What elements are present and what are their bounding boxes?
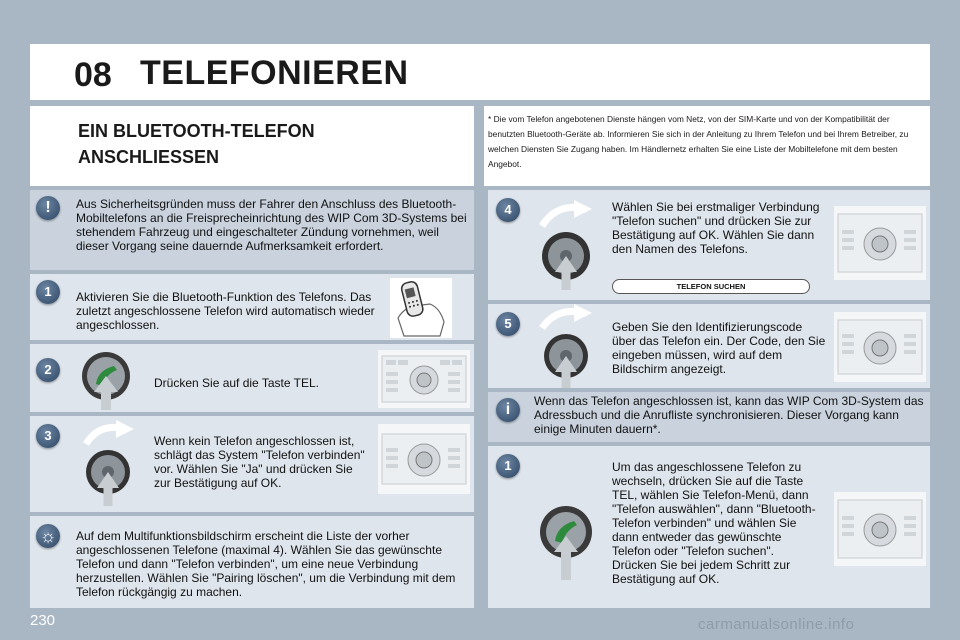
radio-panel-icon xyxy=(834,312,926,382)
radio-panel-image xyxy=(378,350,470,408)
step-4-badge: 4 xyxy=(496,198,520,222)
section-title-line2: ANSCHLIESSEN xyxy=(78,147,220,167)
chapter-title: TELEFONIEREN xyxy=(140,54,409,92)
rotary-knob-icon xyxy=(532,200,602,290)
switch-step-text: Um das angeschlossene Telefon zu wechseln, drücken Sie auf die Taste TEL, wählen Sie Telefon-Menü, dann "Telefon auswählen", dann "Bluetooth-Telefon verbinden" und wählen Sie dann entweder das gewünschte Telefon oder "Telefon suchen". Drücken Sie bei jedem Schritt zur Bestätigung auf OK. xyxy=(612,460,816,586)
chapter-number: 08 xyxy=(74,56,112,94)
radio-panel-icon xyxy=(378,350,470,408)
radio-panel-image-2 xyxy=(378,424,470,494)
step-5-text: Geben Sie den Identifizierungscode über das Telefon ein. Der Code, den Sie eingeben müssen, wird auf dem Bildschirm angezeigt. xyxy=(612,320,826,376)
radio-panel-icon xyxy=(378,424,470,494)
step-3-text: Wenn kein Telefon angeschlossen ist, schlägt das System "Telefon verbinden" vor. Wählen Sie "Ja" und drücken Sie zur Bestätigung auf OK. xyxy=(154,434,365,490)
radio-panel-image-4 xyxy=(834,312,926,382)
section-title xyxy=(78,118,408,170)
radio-panel-image-3 xyxy=(834,206,926,280)
phone-hand-icon xyxy=(390,278,452,338)
step-4-text: Wählen Sie bei erstmaliger Verbindung "Telefon suchen" und drücken Sie zur Bestätigung auf OK. Wählen Sie dann den Namen des Telefons. xyxy=(612,200,820,256)
warning-text: Aus Sicherheitsgründen muss der Fahrer den Anschluss des Bluetooth-Mobiltelefons an die Freisprecheinrichtung des WIP Com 3D-Systems bei stehendem Fahrzeug und eingeschalteter Zündung vornehmen, weil dieser Vorgang seine dauernde Aufmerksamkeit erfordert. xyxy=(76,197,467,253)
info-text: Wenn das Telefon angeschlossen ist, kann das WIP Com 3D-System das Adressbuch und die Anrufliste synchronisieren. Dieser Vorgang kann einige Minuten dauern*. xyxy=(534,394,924,436)
step-2-badge: 2 xyxy=(36,358,60,382)
radio-panel-icon xyxy=(834,492,926,566)
radio-panel-icon xyxy=(834,206,926,280)
step-1-text: Aktivieren Sie die Bluetooth-Funktion des Telefons. Das zuletzt angeschlossene Telefon wird automatisch wieder angeschlossen. xyxy=(76,290,375,332)
step-2-text: Drücken Sie auf die Taste TEL. xyxy=(154,376,319,390)
telefon-suchen-button[interactable]: TELEFON SUCHEN xyxy=(612,279,810,294)
footnote: * Die vom Telefon angebotenen Dienste hängen vom Netz, von der SIM-Karte und von der Kompatibilität der benutzten Bluetooth-Geräte ab. Informieren Sie sich in der Anleitung zu Ihrem Telefon und bei Ihrem Betreiber, zu welchen Diensten Sie Zugang haben. Im Händlernetz erhalten Sie eine Liste der Mobiltelefone mit dem besten Angebot. xyxy=(488,114,909,169)
step-5-badge: 5 xyxy=(496,312,520,336)
section-title-line1: EIN BLUETOOTH-TELEFON xyxy=(78,121,315,141)
tip-text: Auf dem Multifunktionsbildschirm erscheint die Liste der vorher angeschlossenen Telefone (maximal 4). Wählen Sie das gewünschte Telefon und dann "Telefon verbinden", um eine neue Verbindung herzustellen. Wählen Sie "Pairing löschen", um die Verbindung mit dem Telefon rückgängig zu machen. xyxy=(76,529,456,599)
rotary-knob-icon xyxy=(532,304,602,388)
tel-button-icon xyxy=(534,498,600,580)
switch-step-badge: 1 xyxy=(496,454,520,478)
watermark: carmanualsonline.info xyxy=(698,616,855,633)
rotary-knob-icon xyxy=(76,420,142,506)
radio-panel-image-5 xyxy=(834,492,926,566)
warning-icon: ! xyxy=(36,196,60,220)
info-icon: i xyxy=(496,398,520,422)
step-1-badge: 1 xyxy=(36,280,60,304)
step-3-badge: 3 xyxy=(36,424,60,448)
page-number: 230 xyxy=(30,612,56,629)
tel-button-icon xyxy=(76,348,138,412)
lightbulb-icon: ☼ xyxy=(36,524,60,548)
